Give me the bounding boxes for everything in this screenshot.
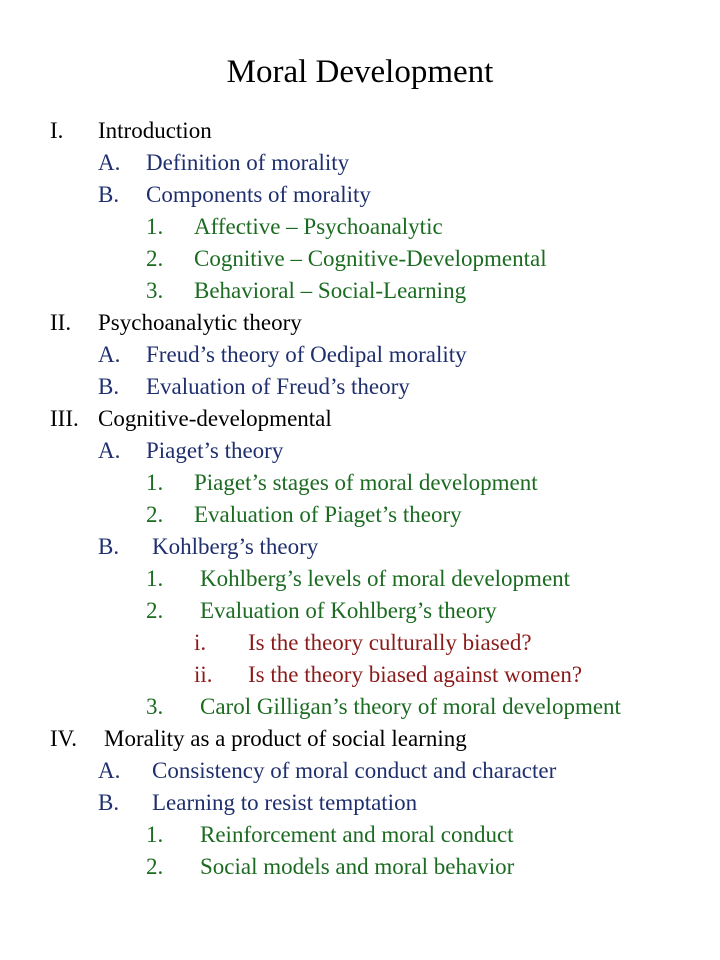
- page-title: Moral Development: [226, 54, 494, 90]
- outline-marker: B.: [98, 534, 120, 559]
- outline-marker: B.: [98, 374, 120, 399]
- outline-marker: B.: [98, 790, 120, 815]
- outline-text: Cognitive – Cognitive-Developmental: [194, 246, 547, 271]
- outline-marker: I.: [50, 118, 64, 143]
- outline-text: Freud’s theory of Oedipal morality: [146, 342, 467, 367]
- outline-text: Psychoanalytic theory: [98, 310, 302, 335]
- outline-marker: B.: [98, 182, 120, 207]
- outline-marker: II.: [50, 310, 72, 335]
- outline-marker: 1.: [146, 822, 164, 847]
- outline-marker: ii.: [194, 662, 213, 687]
- outline-marker: 1.: [146, 214, 164, 239]
- outline-marker: i.: [194, 630, 207, 655]
- outline-marker: 3.: [146, 694, 164, 719]
- outline-text: Consistency of moral conduct and character: [152, 758, 557, 783]
- outline-text: Behavioral – Social-Learning: [194, 278, 467, 303]
- outline-marker: A.: [98, 758, 121, 783]
- outline-text: Piaget’s stages of moral development: [194, 470, 538, 495]
- outline-marker: A.: [98, 342, 121, 367]
- outline-text: Reinforcement and moral conduct: [200, 822, 514, 847]
- outline-text: Definition of morality: [146, 150, 350, 175]
- outline-text: Is the theory biased against women?: [248, 662, 583, 687]
- outline-text: Components of morality: [146, 182, 371, 207]
- outline-text: Learning to resist temptation: [152, 790, 418, 815]
- outline-marker: 1.: [146, 470, 164, 495]
- outline-marker: 2.: [146, 246, 164, 271]
- outline-marker: III.: [50, 406, 79, 431]
- outline-marker: 3.: [146, 278, 164, 303]
- outline-text: Evaluation of Piaget’s theory: [194, 502, 462, 527]
- outline-text: Cognitive-developmental: [98, 406, 332, 431]
- outline-text: Morality as a product of social learning: [104, 726, 467, 751]
- outline-marker: 1.: [146, 566, 164, 591]
- outline-text: Kohlberg’s levels of moral development: [200, 566, 571, 591]
- outline-text: Affective – Psychoanalytic: [194, 214, 443, 239]
- outline-marker: A.: [98, 438, 121, 463]
- outline-marker: 2.: [146, 598, 164, 623]
- outline-text: Is the theory culturally biased?: [248, 630, 532, 655]
- outline-marker: 2.: [146, 854, 164, 879]
- outline-text: Evaluation of Kohlberg’s theory: [200, 598, 497, 623]
- outline-text: Social models and moral behavior: [200, 854, 515, 879]
- outline-text: Kohlberg’s theory: [152, 534, 319, 559]
- outline-marker: 2.: [146, 502, 164, 527]
- outline-marker: A.: [98, 150, 121, 175]
- outline-text: Piaget’s theory: [146, 438, 284, 463]
- outline-text: Evaluation of Freud’s theory: [146, 374, 410, 399]
- outline-marker: IV.: [50, 726, 78, 751]
- outline-text: Introduction: [98, 118, 212, 143]
- outline-text: Carol Gilligan’s theory of moral development: [200, 694, 621, 719]
